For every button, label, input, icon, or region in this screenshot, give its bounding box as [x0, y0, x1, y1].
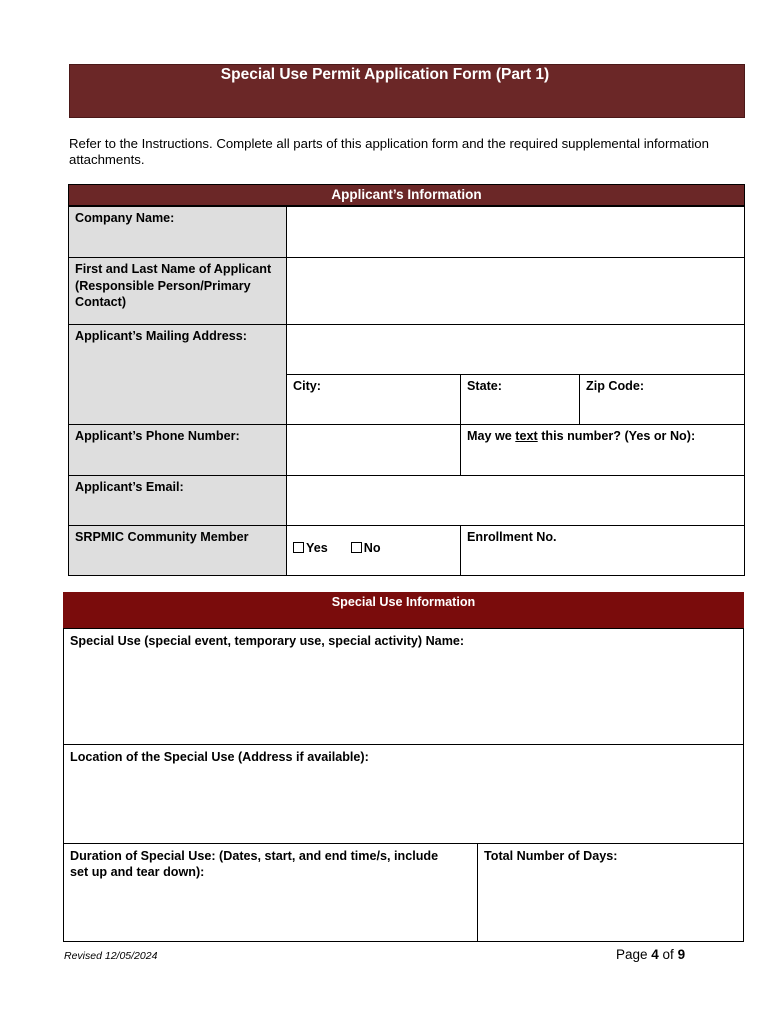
zip-code-field[interactable]: Zip Code:	[579, 374, 745, 425]
page-current: 4	[651, 947, 659, 962]
company-name-field[interactable]	[286, 206, 745, 258]
state-field[interactable]: State:	[460, 374, 580, 425]
special-use-duration-field[interactable]: Duration of Special Use: (Dates, start, and end time/s, include set up and tear down):	[63, 843, 478, 942]
text-permission-word: text	[515, 429, 538, 443]
contact-name-label: First and Last Name of Applicant (Responsible Person/Primary Contact)	[68, 257, 287, 325]
special-use-location-field[interactable]: Location of the Special Use (Address if available):	[63, 744, 744, 844]
intro-text: Refer to the Instructions. Complete all parts of this application form and the required supplemental information attachments.	[69, 136, 709, 167]
text-permission-field[interactable]	[460, 424, 745, 476]
total-days-field[interactable]: Total Number of Days:	[477, 843, 744, 942]
text-permission-prefix: May we	[467, 429, 516, 443]
contact-name-field[interactable]	[286, 257, 745, 325]
city-field[interactable]: City:	[286, 374, 461, 425]
page-prefix: Page	[616, 947, 652, 962]
special-use-name-field[interactable]: Special Use (special event, temporary use, special activity) Name:	[63, 628, 744, 745]
form-title: Special Use Permit Application Form (Part 1)	[220, 66, 550, 83]
mailing-address-label: Applicant’s Mailing Address:	[68, 324, 287, 425]
enrollment-field[interactable]: Enrollment No.	[460, 525, 745, 576]
email-label: Applicant’s Email:	[68, 475, 287, 526]
mailing-address-field[interactable]	[286, 324, 745, 375]
page-number	[616, 947, 685, 962]
email-field[interactable]	[286, 475, 745, 526]
text-permission-suffix: this number? (Yes or No):	[537, 429, 696, 443]
no-checkbox[interactable]	[351, 542, 362, 553]
yes-checkbox[interactable]	[293, 542, 304, 553]
community-member-options	[286, 525, 461, 576]
no-label: No	[363, 541, 381, 555]
page-total: 9	[677, 947, 686, 962]
phone-label: Applicant’s Phone Number:	[68, 424, 287, 476]
applicant-section-header: Applicant’s Information	[68, 184, 745, 206]
special-use-section-header: Special Use Information	[63, 592, 744, 628]
yes-label: Yes	[306, 541, 328, 555]
company-name-label: Company Name:	[68, 206, 287, 258]
page-mid: of	[658, 947, 678, 962]
revision-date: Revised 12/05/2024	[64, 950, 158, 962]
community-member-label: SRPMIC Community Member	[68, 525, 287, 576]
phone-field[interactable]	[286, 424, 461, 476]
